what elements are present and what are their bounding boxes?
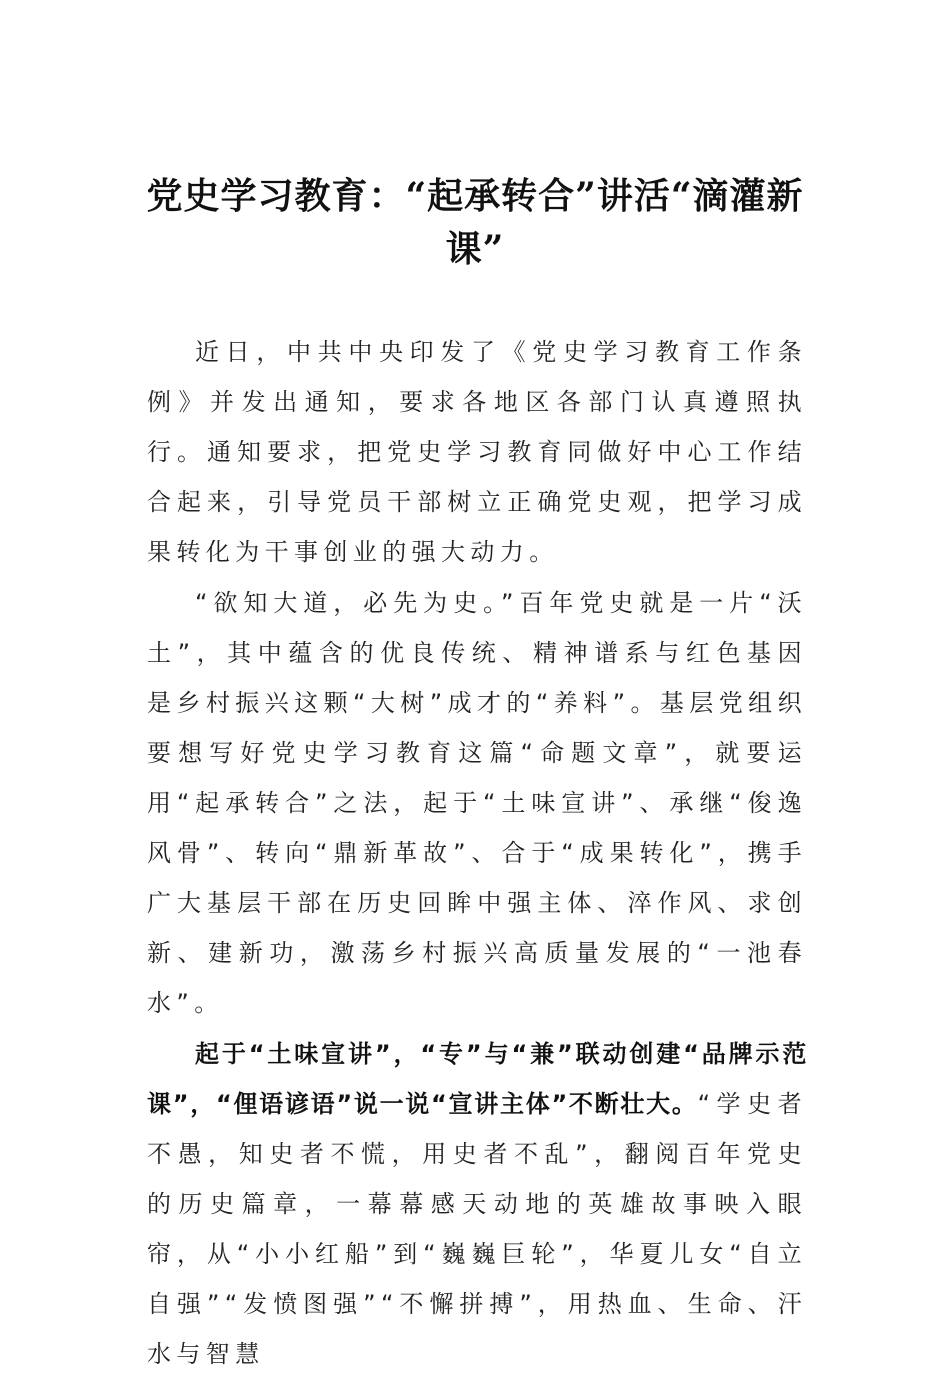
section-1-heading: 起于“土味宣讲”，“专”与“兼”联动创建“品牌示范课”，“俚语谚语”说一说“宣讲主体”不断壮大。: [147, 1040, 807, 1118]
paragraph-intro: 近日，中共中央印发了《党史学习教育工作条例》并发出通知，要求各地区各部门认真遵照执行。通知要求，把党史学习教育同做好中心工作结合起来，引导党员干部树立正确党史观，把学习成果转化为干事创业的强大动力。: [147, 338, 807, 566]
section-1-text: “学史者不愚，知史者不慌，用史者不乱”，翻阅百年党史的历史篇章，一幕幕感天动地的英雄故事映入眼帘，从“小小红船”到“巍巍巨轮”，华夏儿女“自立自强”“发愤图强”“不懈拼搏”，用热血、生命、汗水与智慧: [147, 1090, 807, 1368]
document-title: 党史学习教育：“起承转合”讲活“滴灌新课”: [146, 175, 804, 270]
paragraph-section-1: [147, 1029, 807, 1379]
document-body: [147, 327, 807, 1379]
paragraph-overview: “欲知大道，必先为史。”百年党史就是一片“沃土”，其中蕴含的优良传统、精神谱系与红色基因是乡村振兴这颗“大树”成才的“养料”。基层党组织要想写好党史学习教育这篇“命题文章”，就要运用“起承转合”之法，起于“土味宣讲”、承继“俊逸风骨”、转向“鼎新革故”、合于“成果转化”，携手广大基层干部在历史回眸中强主体、淬作风、求创新、建新功，激荡乡村振兴高质量发展的“一池春水”。: [147, 589, 807, 1017]
